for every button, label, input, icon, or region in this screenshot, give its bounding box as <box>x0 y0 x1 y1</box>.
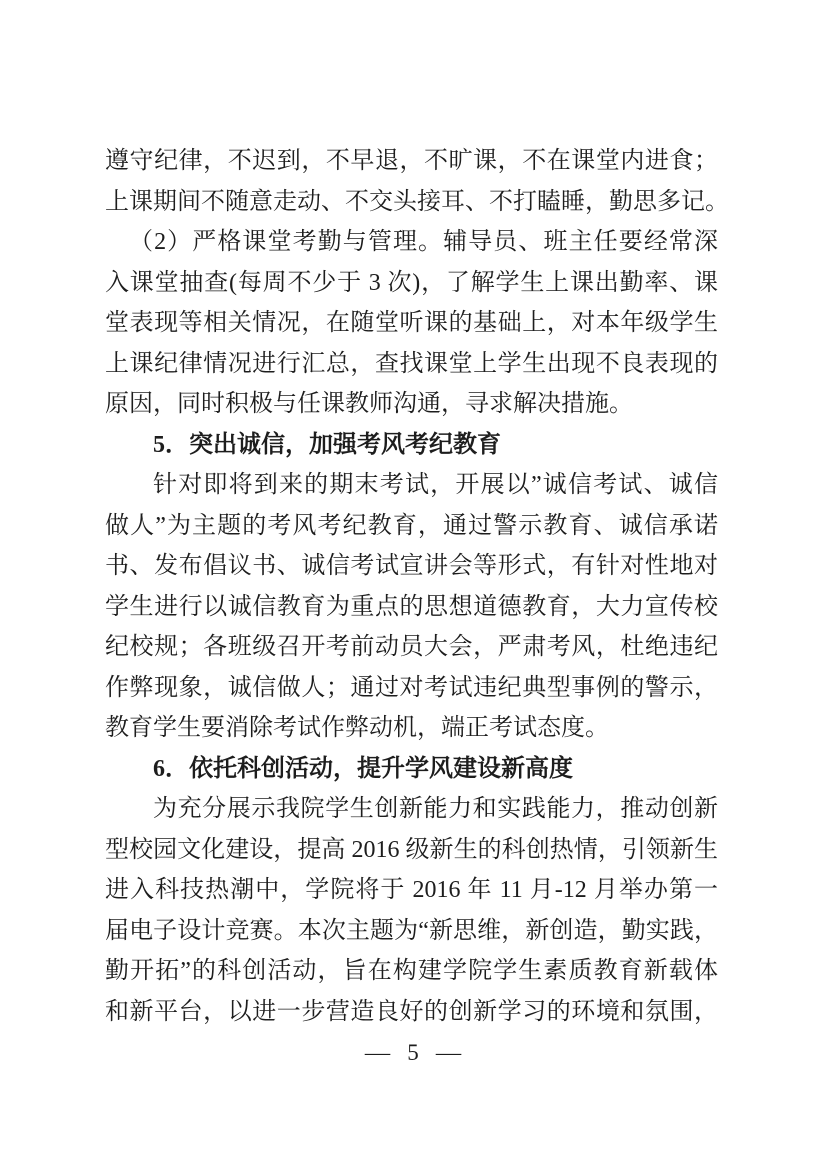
text-line: 遵守纪律，不迟到，不早退，不旷课，不在课堂内进食； <box>105 148 718 174</box>
text-line: 为充分展示我院学生创新能力和实践能力，推动创新 <box>153 796 718 822</box>
text-line: 上课期间不随意走动、不交头接耳、不打瞌睡，勤思多记。 <box>105 188 729 215</box>
text-line: 堂表现等相关情况，在随堂听课的基础上，对本年级学生 <box>105 310 718 336</box>
text-line: 勤开拓”的科创活动，旨在构建学院学生素质教育新载体 <box>105 958 718 984</box>
page-footer <box>0 1038 826 1068</box>
text-line: 教育学生要消除考试作弊动机，端正考试态度。 <box>105 715 609 741</box>
text-line: 上课纪律情况进行汇总，查找课堂上学生出现不良表现的 <box>105 350 718 377</box>
document-body <box>105 141 729 1032</box>
text-line: （2）严格课堂考勤与管理。辅导员、班主任要经常深 <box>129 229 718 255</box>
page-number: 5 <box>407 1040 419 1065</box>
text-line: 原因，同时积极与任课教师沟通，寻求解决措施。 <box>105 391 633 417</box>
text-line: 进入科技热潮中，学院将于 2016 年 11 月-12 月举办第一 <box>105 877 718 903</box>
section-heading-line: 6．依托科创活动，提升学风建设新高度 <box>153 755 573 782</box>
footer-left-dash: — <box>365 1040 391 1065</box>
text-line: 纪校规；各班级召开考前动员大会，严肃考风，杜绝违纪 <box>105 634 718 660</box>
text-line: 入课堂抽查(每周不少于 3 次)，了解学生上课出勤率、课 <box>105 269 718 296</box>
text-line: 作弊现象，诚信做人；通过对考试违纪典型事例的警示， <box>105 674 718 701</box>
footer-right-dash: — <box>435 1040 461 1065</box>
text-line: 和新平台，以进一步营造良好的创新学习的环境和氛围， <box>105 998 718 1025</box>
text-line: 届电子设计竞赛。本次主题为“新思维，新创造，勤实践， <box>105 917 718 944</box>
text-line: 型校园文化建设，提高 2016 级新生的科创热情，引领新生 <box>105 836 718 863</box>
text-line: 针对即将到来的期末考试，开展以”诚信考试、诚信 <box>153 472 718 498</box>
text-line: 书、发布倡议书、诚信考试宣讲会等形式，有针对性地对 <box>105 553 718 579</box>
section-heading-line: 5．突出诚信，加强考风考纪教育 <box>153 431 501 458</box>
text-line: 做人”为主题的考风考纪教育，通过警示教育、诚信承诺 <box>105 512 718 539</box>
text-line: 学生进行以诚信教育为重点的思想道德教育，大力宣传校 <box>105 593 718 620</box>
